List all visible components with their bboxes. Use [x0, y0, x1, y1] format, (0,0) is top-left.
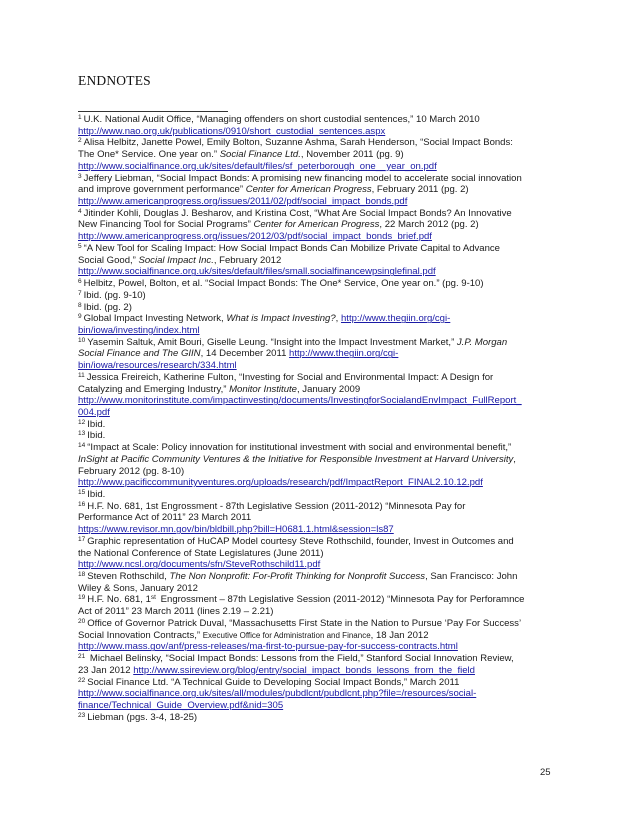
- endnote-text: Ibid. (pg. 9-10): [83, 289, 146, 301]
- endnote-number: 2: [78, 137, 82, 145]
- endnote-text: ,: [513, 453, 516, 465]
- endnote-link[interactable]: https://www.revisor.mn.gov/bin/bldbill.php?bill=H0681.1.html&session=ls87: [78, 524, 394, 536]
- endnote-line: [78, 208, 564, 220]
- endnote-text: Jessica Freireich, Katherine Fulton, “Investing for Social and Environmental Impact: A Design for: [86, 371, 494, 383]
- endnote-text: , January 2009: [296, 383, 361, 395]
- endnote-text: 23 Jan 2012: [78, 664, 134, 676]
- endnote-italic-text: Social Finance and The GIIN: [78, 348, 201, 360]
- section-heading: ENDNOTES: [78, 73, 151, 88]
- endnote-link[interactable]: http://www.pacificcommunityventures.org/uploads/research/pdf/ImpactReport_FINAL2.10.12.pdf: [78, 477, 483, 489]
- endnote-text: Ibid.: [87, 489, 106, 500]
- endnote-line: [78, 161, 564, 173]
- endnote-text: New Financing Tool for Social Programs”: [78, 219, 254, 231]
- endnote-line: [78, 430, 564, 442]
- endnote-text: Global Impact Investing Network,: [83, 313, 227, 325]
- endnote-text: , 14 December 2011: [200, 348, 290, 360]
- endnote-line: [78, 325, 564, 337]
- endnote-text: and improve government performance”: [78, 184, 246, 196]
- endnote-text: , San Francisco: John: [425, 571, 518, 583]
- endnote-line: [78, 196, 564, 208]
- endnote-line: [78, 137, 564, 149]
- endnote-text: The One* Service. One year on.”: [78, 149, 220, 161]
- endnote-text: Social Good,”: [78, 254, 139, 266]
- endnote-line: [78, 395, 564, 407]
- endnote-italic-text: Center for American Progress: [253, 219, 380, 231]
- endnote-line: [78, 606, 564, 618]
- endnote-small-text: Executive Office for Administration and Finance: [202, 630, 371, 640]
- endnote-text: , February 2012: [213, 254, 282, 266]
- endnote-line: [78, 512, 564, 524]
- endnote-text: Ibid.: [87, 418, 106, 430]
- endnote-number: 18: [78, 571, 86, 579]
- endnote-number: 6: [78, 278, 82, 286]
- endnote-link[interactable]: http://www.socialfinance.org.uk/sites/all/modules/pubdlcnt/pubdlcnt.php?file=/resources/social-: [78, 688, 477, 700]
- endnote-number: 11: [78, 371, 85, 379]
- endnote-line: [78, 641, 564, 653]
- endnote-line: [78, 571, 564, 583]
- endnote-line: [78, 219, 564, 231]
- endnote-line: [78, 243, 564, 255]
- endnote-line: [78, 419, 564, 431]
- endnote-number: 21: [78, 653, 86, 661]
- endnote-line: [78, 126, 564, 138]
- endnote-line: [78, 618, 564, 630]
- endnote-text: U.K. National Audit Office, “Managing offenders on short custodial sentences,” 10 March 2010: [83, 114, 480, 125]
- endnote-line: [78, 688, 564, 700]
- endnote-number: 7: [78, 289, 82, 297]
- endnote-text: , 22 March 2012 (pg. 2): [379, 219, 479, 231]
- endnote-line: [78, 360, 564, 372]
- endnote-link[interactable]: finance/Technical_Guide_Overview.pdf&nid=305: [78, 699, 284, 711]
- endnote-text: Liebman (pgs. 3-4, 18-25): [87, 711, 198, 723]
- endnote-italic-text: What is Impact Investing?: [226, 313, 336, 325]
- footnote-rule: [78, 111, 228, 112]
- endnote-line: [78, 677, 564, 689]
- endnote-link[interactable]: bin/iowa/resources/research/334.html: [78, 360, 237, 372]
- endnote-text: Alisa Helbitz, Janette Powel, Emily Bolton, Suzanne Ashma, Sarah Henderson, “Social Impact Bonds:: [83, 137, 513, 149]
- endnote-text: Social Finance Ltd. “A Technical Guide to Developing Social Impact Bonds,” March 2011: [87, 676, 460, 688]
- endnote-line: [78, 630, 564, 642]
- endnote-italic-text: Social Impact Inc.: [138, 254, 214, 266]
- endnote-line: [78, 278, 564, 290]
- endnote-line: [78, 302, 564, 314]
- endnote-line: [78, 489, 564, 501]
- endnote-line: [78, 173, 564, 185]
- endnote-link[interactable]: http://www.socialfinance.org.uk/sites/default/files/sf_peterborough_one__year_on.pdf: [78, 160, 437, 172]
- endnote-text: Jeffery Liebman, “Social Impact Bonds: A promising new financing model to accelerate social innovation: [83, 172, 522, 184]
- endnote-text: Act of 2011” 23 March 2011 (lines 2.19 – 2.21): [78, 606, 274, 618]
- endnote-number: 15: [78, 489, 86, 496]
- endnote-line: [78, 337, 564, 349]
- endnote-line: [78, 665, 564, 677]
- endnote-line: [78, 184, 564, 196]
- endnote-line: [78, 536, 564, 548]
- endnote-text: “A New Tool for Scaling Impact: How Social Impact Bonds Can Mobilize Private Capital to Advance: [83, 242, 500, 254]
- endnote-text: Wiley & Sons, January 2012: [78, 582, 198, 594]
- endnote-text: Jitinder Kohli, Douglas J. Besharov, and Kristina Cost, “What Are Social Impact Bonds? An Innovative: [83, 207, 512, 219]
- endnote-line: [78, 114, 564, 126]
- page-number: 25: [540, 767, 551, 778]
- endnote-text: Social Innovation Contracts,”: [78, 629, 203, 641]
- endnote-number: 9: [78, 313, 82, 321]
- endnote-text: Steven Rothschild,: [87, 571, 170, 583]
- endnote-number: 3: [78, 172, 82, 180]
- endnote-italic-text: J.P. Morgan: [456, 336, 508, 348]
- endnote-text: Performance Act of 2011” 23 March 2011: [78, 512, 252, 524]
- endnote-line: [78, 149, 564, 161]
- endnote-number: 12: [78, 418, 86, 426]
- endnote-number: 19: [78, 594, 86, 602]
- endnote-line: [78, 255, 564, 267]
- endnote-line: [78, 454, 564, 466]
- endnote-number: 10: [78, 336, 86, 344]
- endnote-text: H.F. No. 681, 1st Engrossment - 87th Legislative Session (2011-2012) “Minnesota Pay for: [87, 500, 466, 512]
- endnote-line: [78, 384, 564, 396]
- endnote-text: Michael Belinsky, “Social Impact Bonds: Lessons from the Field,” Stanford Social Innovation Review,: [87, 653, 514, 665]
- endnote-line: [78, 583, 564, 595]
- endnote-text: ,: [335, 313, 341, 325]
- endnote-line: [78, 524, 564, 536]
- endnote-line: [78, 290, 564, 302]
- endnote-text: Ibid.: [87, 430, 106, 442]
- endnote-line: [78, 313, 564, 325]
- endnote-link[interactable]: http://www.americanprogress.org/issues/2011/02/pdf/social_impact_bonds.pdf: [78, 196, 408, 208]
- endnote-number: 4: [78, 207, 82, 215]
- endnote-text: Graphic representation of HuCAP Model courtesy Steve Rothschild, founder, Invest in Outcomes and: [87, 535, 514, 547]
- endnote-number: 23: [78, 711, 86, 719]
- endnotes-list: [78, 114, 564, 723]
- endnote-link[interactable]: http://www.nao.org.uk/publications/0910/short_custodial_sentences.aspx: [78, 125, 386, 137]
- endnote-text: , 18 Jan 2012: [370, 629, 429, 641]
- endnote-text: the National Conference of State Legislatures (June 2011): [78, 547, 324, 559]
- endnote-text: Office of Governor Patrick Duval, “Massachusetts First State in the Nation to Pursue ‘Pay For Success’: [87, 617, 522, 629]
- endnote-number: 17: [78, 535, 86, 543]
- endnote-text: Helbitz, Powel, Bolton, et al. “Social Impact Bonds: The One* Service, One year on.” (pg. 9-10): [83, 278, 484, 290]
- endnote-text: February 2012 (pg. 8-10): [78, 465, 185, 477]
- endnote-text: Yasemin Saltuk, Amit Bouri, Giselle Leung. “Insight into the Impact Investment Market,”: [87, 336, 457, 348]
- endnote-line: [78, 712, 564, 724]
- endnote-line: [78, 548, 564, 560]
- endnote-number: 5: [78, 242, 82, 250]
- endnote-line: [78, 501, 564, 513]
- endnote-line: [78, 231, 564, 243]
- endnote-italic-text: InSight at Pacific Community Ventures & the Initiative for Responsible Investment at Harvard University: [78, 453, 514, 465]
- endnote-link[interactable]: http://www.thegiin.org/cgi-: [340, 313, 451, 325]
- endnote-number: 14: [78, 442, 86, 450]
- endnote-line: [78, 653, 564, 665]
- endnote-italic-text: Social Finance Ltd.: [219, 149, 301, 161]
- endnote-line: [78, 466, 564, 478]
- endnote-link[interactable]: http://www.socialfinance.org.uk/sites/default/files/small.socialfinancewpsinglefinal.pdf: [78, 266, 436, 278]
- endnote-number: 16: [78, 500, 86, 508]
- endnote-italic-text: The Non Nonprofit: For-Profit Thinking for Nonprofit Success: [169, 571, 426, 583]
- endnote-link[interactable]: http://www.ssireview.org/blog/entry/social_impact_bonds_lessons_from_the_field: [133, 664, 475, 676]
- endnote-text: “Impact at Scale: Policy innovation for institutional investment with social and environmental benefit,”: [87, 442, 512, 454]
- endnote-link[interactable]: http://www.monitorinstitute.com/impactinvesting/documents/InvestingforSocialandEnvImpact_FullReport_: [78, 395, 522, 407]
- endnote-line: [78, 700, 564, 712]
- endnote-number: 1: [78, 114, 82, 121]
- endnote-text: Ibid. (pg. 2): [83, 301, 132, 313]
- endnote-text: H.F. No. 681, 1: [87, 594, 151, 606]
- endnote-text: , November 2011 (pg. 9): [300, 149, 404, 161]
- endnote-number: 8: [78, 301, 82, 309]
- endnote-line: [78, 477, 564, 489]
- endnote-line: [78, 266, 564, 278]
- endnote-line: [78, 372, 564, 384]
- endnote-number: 13: [78, 430, 86, 438]
- endnote-number: 20: [78, 617, 86, 625]
- endnote-link[interactable]: http://www.americanprogress.org/issues/2012/03/pdf/social_impact_bonds_brief.pdf: [78, 231, 432, 243]
- ordinal-suffix: st: [150, 594, 156, 602]
- endnote-link[interactable]: http://www.mass.gov/anf/press-releases/ma-first-to-pursue-pay-for-success-contracts.html: [78, 641, 458, 653]
- endnote-link[interactable]: bin/iowa/investing/index.html: [78, 324, 200, 336]
- endnote-link[interactable]: http://www.thegiin.org/cgi-: [289, 348, 399, 360]
- endnote-text: Engrossment – 87th Legislative Session (2011-2012) “Minnesota Pay for Perforamnce: [157, 594, 525, 606]
- endnote-line: [78, 348, 564, 360]
- endnote-italic-text: Center for American Progress: [245, 184, 372, 196]
- endnote-number: 22: [78, 676, 86, 684]
- endnote-text: , February 2011 (pg. 2): [371, 184, 469, 196]
- endnote-link[interactable]: 004.pdf: [78, 406, 110, 418]
- endnote-italic-text: Monitor Institute: [229, 383, 297, 395]
- endnote-text: Catalyzing and Emerging Industry,”: [78, 383, 230, 395]
- endnote-line: [78, 594, 564, 606]
- endnote-line: [78, 442, 564, 454]
- endnote-line: [78, 407, 564, 419]
- endnote-line: [78, 559, 564, 571]
- endnote-link[interactable]: http://www.ncsl.org/documents/sfn/SteveRothschild11.pdf: [78, 559, 321, 571]
